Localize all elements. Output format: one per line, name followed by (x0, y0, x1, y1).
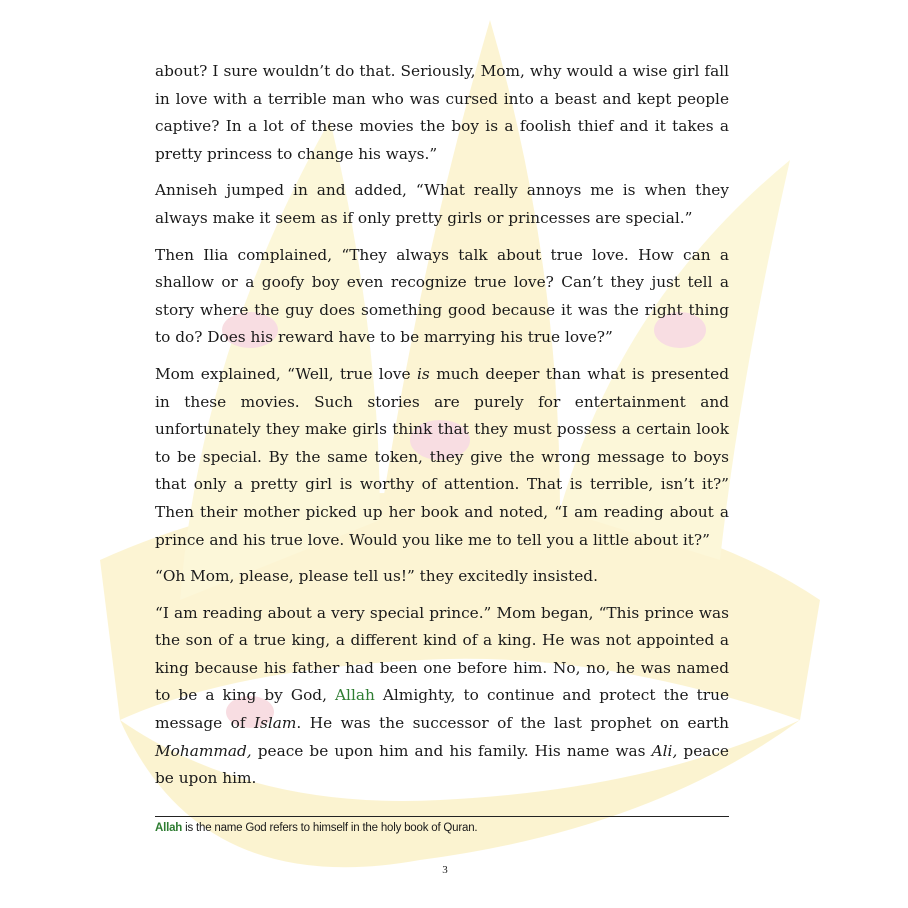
paragraph-4 (155, 361, 729, 554)
paragraph-6-part-2: Almighty, to continue and protect the true message of (155, 686, 730, 733)
page-number: 3 (442, 864, 448, 876)
paragraph-3: Then Ilia complained, “They always talk about true love. How can a shallow or a goofy boy even recognize true love? Can’t they just tell a story where the guy does something good because it was the right thing to do? Does his reward have to be marrying his true love?” (155, 245, 729, 347)
story-text (155, 58, 729, 802)
paragraph-2: Anniseh jumped in and added, “What really annoys me is when they always make it seem as if only pretty girls or princesses are special.” (155, 181, 729, 227)
paragraph-6-part-1: “I am reading about a very special prince.” Mom began, “This prince was the son of a true king, a different kind of a king. He was not appointed a king because his father had been one before him. No, no, he was named to be a king by God, (155, 603, 729, 705)
paragraph-5: “Oh Mom, please, please tell us!” they excitedly insisted. (155, 567, 598, 586)
paragraph-6-part-4: peace be upon him and his family. His name was (251, 741, 652, 760)
paragraph-1: about? I sure wouldn’t do that. Seriously, Mom, why would a wise girl fall in love with a terrible man who was cursed into a beast and kept people captive? In a lot of these movies the boy is a foolish thief and it takes a pretty princess to change his ways.” (155, 62, 729, 163)
paragraph-4-part-2: much deeper than what is presented in these movies. Such stories are purely for entertainment and unfortunately they make girls think that they must possess a certain look to be special. By the same token, they give the wrong message to boys that only a pretty girl is worthy of attention. That is terrible, isn’t it?” Then their mother picked up her book and noted, “I am reading about a prince and his true love. Would you like me to tell you a little about it?” (155, 364, 729, 549)
footnote (155, 822, 729, 834)
paragraph-6 (155, 600, 729, 793)
islam-term: Islam (254, 714, 297, 733)
mohammad-term: Mohammad, (155, 741, 252, 760)
footnote-divider (155, 816, 729, 817)
paragraph-4-emphasis: is (417, 364, 430, 383)
paragraph-6-part-5: peace be upon him. (155, 741, 729, 788)
footnote-term: Allah (155, 822, 183, 834)
allah-term: Allah (335, 686, 375, 705)
ali-term: Ali, (651, 741, 678, 760)
paragraph-6-part-3: . He was the successor of the last prophet on earth (296, 714, 729, 733)
paragraph-4-part-1: Mom explained, “Well, true love (155, 364, 418, 383)
footnote-text: is the name God refers to himself in the holy book of Quran. (182, 822, 478, 834)
